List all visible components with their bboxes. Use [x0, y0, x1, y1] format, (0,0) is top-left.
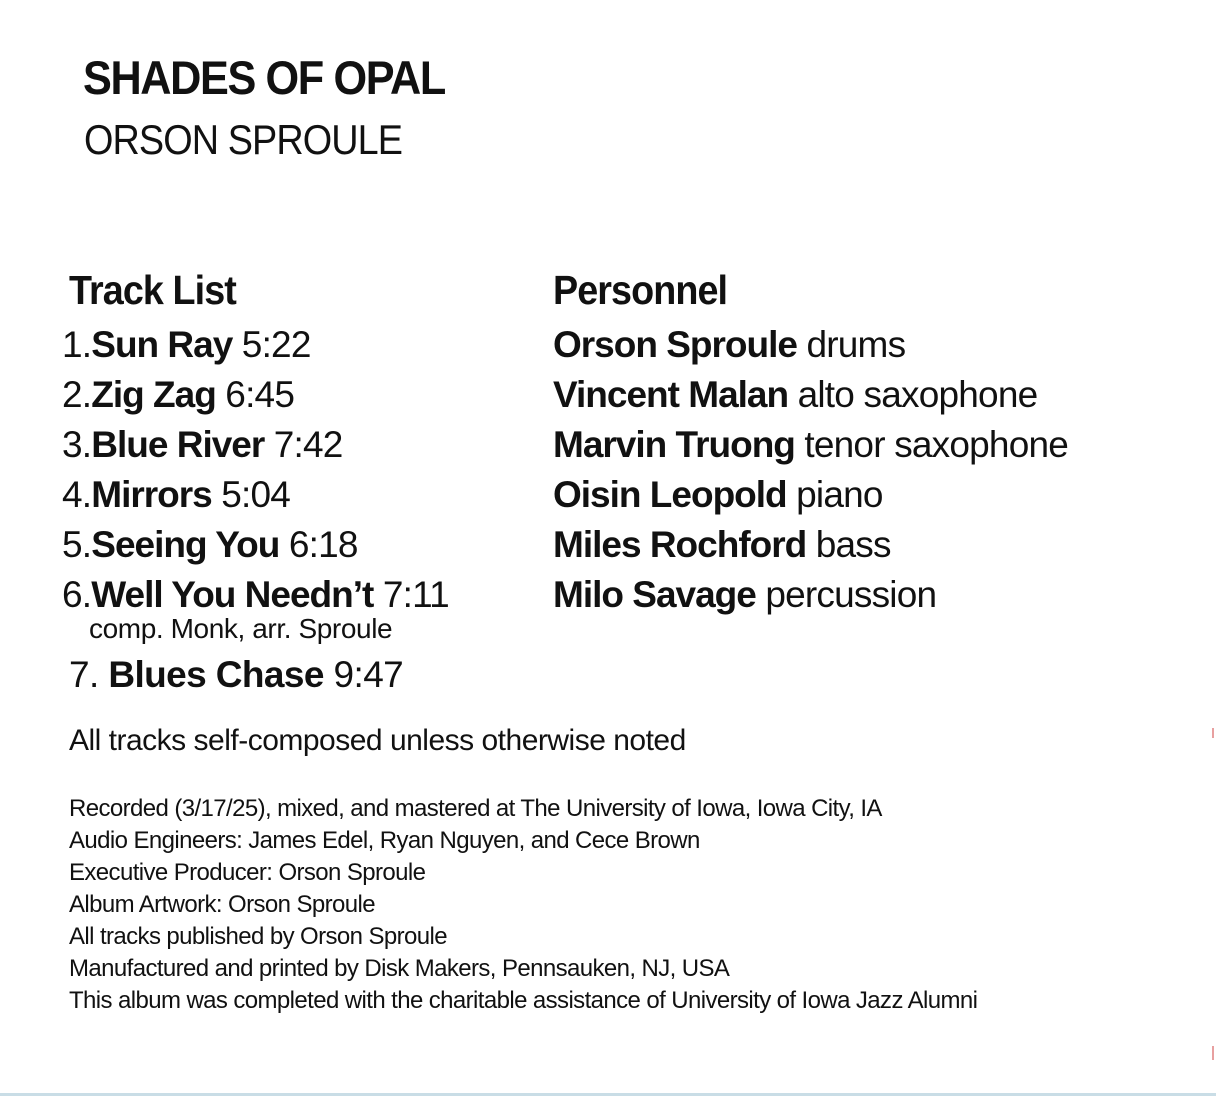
- personnel-heading: Personnel: [553, 267, 728, 313]
- track-number: 3.: [62, 424, 92, 465]
- track-number: 6.: [62, 574, 92, 615]
- edge-mark: [1212, 1046, 1214, 1060]
- personnel-item: [553, 572, 1068, 622]
- track-name: Seeing You: [91, 524, 280, 565]
- track-number: 7.: [69, 654, 99, 695]
- track-name: Mirrors: [91, 474, 212, 515]
- credit-line: Album Artwork: Orson Sproule: [69, 891, 375, 918]
- track-list: [62, 322, 449, 622]
- track-name: Well You Needn’t: [91, 574, 374, 615]
- production-credits: [69, 794, 977, 1018]
- track-item: [62, 322, 449, 372]
- track-duration: 6:18: [288, 524, 358, 565]
- member-role: alto saxophone: [797, 374, 1038, 415]
- credit-line: Audio Engineers: James Edel, Ryan Nguyen, and Cece Brown: [69, 827, 700, 854]
- member-name: Orson Sproule: [553, 324, 797, 365]
- track-item: [62, 422, 449, 472]
- credit-line: Manufactured and printed by Disk Makers, Pennsauken, NJ, USA: [69, 955, 730, 982]
- track-number: 2.: [62, 374, 92, 415]
- edge-mark: [1212, 728, 1214, 738]
- personnel-item: [553, 522, 1068, 572]
- member-name: Marvin Truong: [553, 424, 795, 465]
- album-title: SHADES OF OPAL: [83, 51, 445, 104]
- track-6-composer-note: comp. Monk, arr. Sproule: [89, 613, 393, 644]
- track-duration: 5:04: [221, 474, 291, 515]
- artist-name: ORSON SPROULE: [84, 116, 403, 163]
- track-duration: 9:47: [333, 654, 404, 695]
- member-role: piano: [796, 474, 883, 515]
- personnel-item: [553, 372, 1068, 422]
- composition-note: All tracks self-composed unless otherwise noted: [69, 724, 686, 757]
- track-item-7: [69, 652, 403, 698]
- credit-line: Executive Producer: Orson Sproule: [69, 859, 426, 886]
- member-name: Vincent Malan: [553, 374, 789, 415]
- member-name: Milo Savage: [553, 574, 756, 615]
- track-number: 1.: [62, 324, 92, 365]
- track-duration: 7:11: [382, 574, 449, 615]
- track-item: [62, 472, 449, 522]
- personnel-item: [553, 322, 1068, 372]
- member-name: Oisin Leopold: [553, 474, 787, 515]
- track-duration: 5:22: [241, 324, 311, 365]
- track-name: Blue River: [91, 424, 265, 465]
- track-name: Sun Ray: [91, 324, 233, 365]
- member-role: percussion: [765, 574, 937, 615]
- member-role: drums: [806, 324, 906, 365]
- personnel-item: [553, 422, 1068, 472]
- credit-line: All tracks published by Orson Sproule: [69, 923, 447, 950]
- track-name: Blues Chase: [108, 654, 324, 695]
- member-role: tenor saxophone: [804, 424, 1069, 465]
- member-name: Miles Rochford: [553, 524, 807, 565]
- track-item: [62, 372, 449, 422]
- track-number: 4.: [62, 474, 92, 515]
- personnel-list: [553, 322, 1068, 622]
- track-list-heading: Track List: [69, 267, 236, 313]
- track-item: [62, 522, 449, 572]
- track-number: 5.: [62, 524, 92, 565]
- track-duration: 7:42: [273, 424, 343, 465]
- track-name: Zig Zag: [91, 374, 216, 415]
- credit-line: Recorded (3/17/25), mixed, and mastered at The University of Iowa, Iowa City, IA: [69, 795, 882, 822]
- credit-line: This album was completed with the charitable assistance of University of Iowa Jazz Alumni: [69, 987, 978, 1014]
- track-duration: 6:45: [225, 374, 295, 415]
- member-role: bass: [815, 524, 891, 565]
- personnel-item: [553, 472, 1068, 522]
